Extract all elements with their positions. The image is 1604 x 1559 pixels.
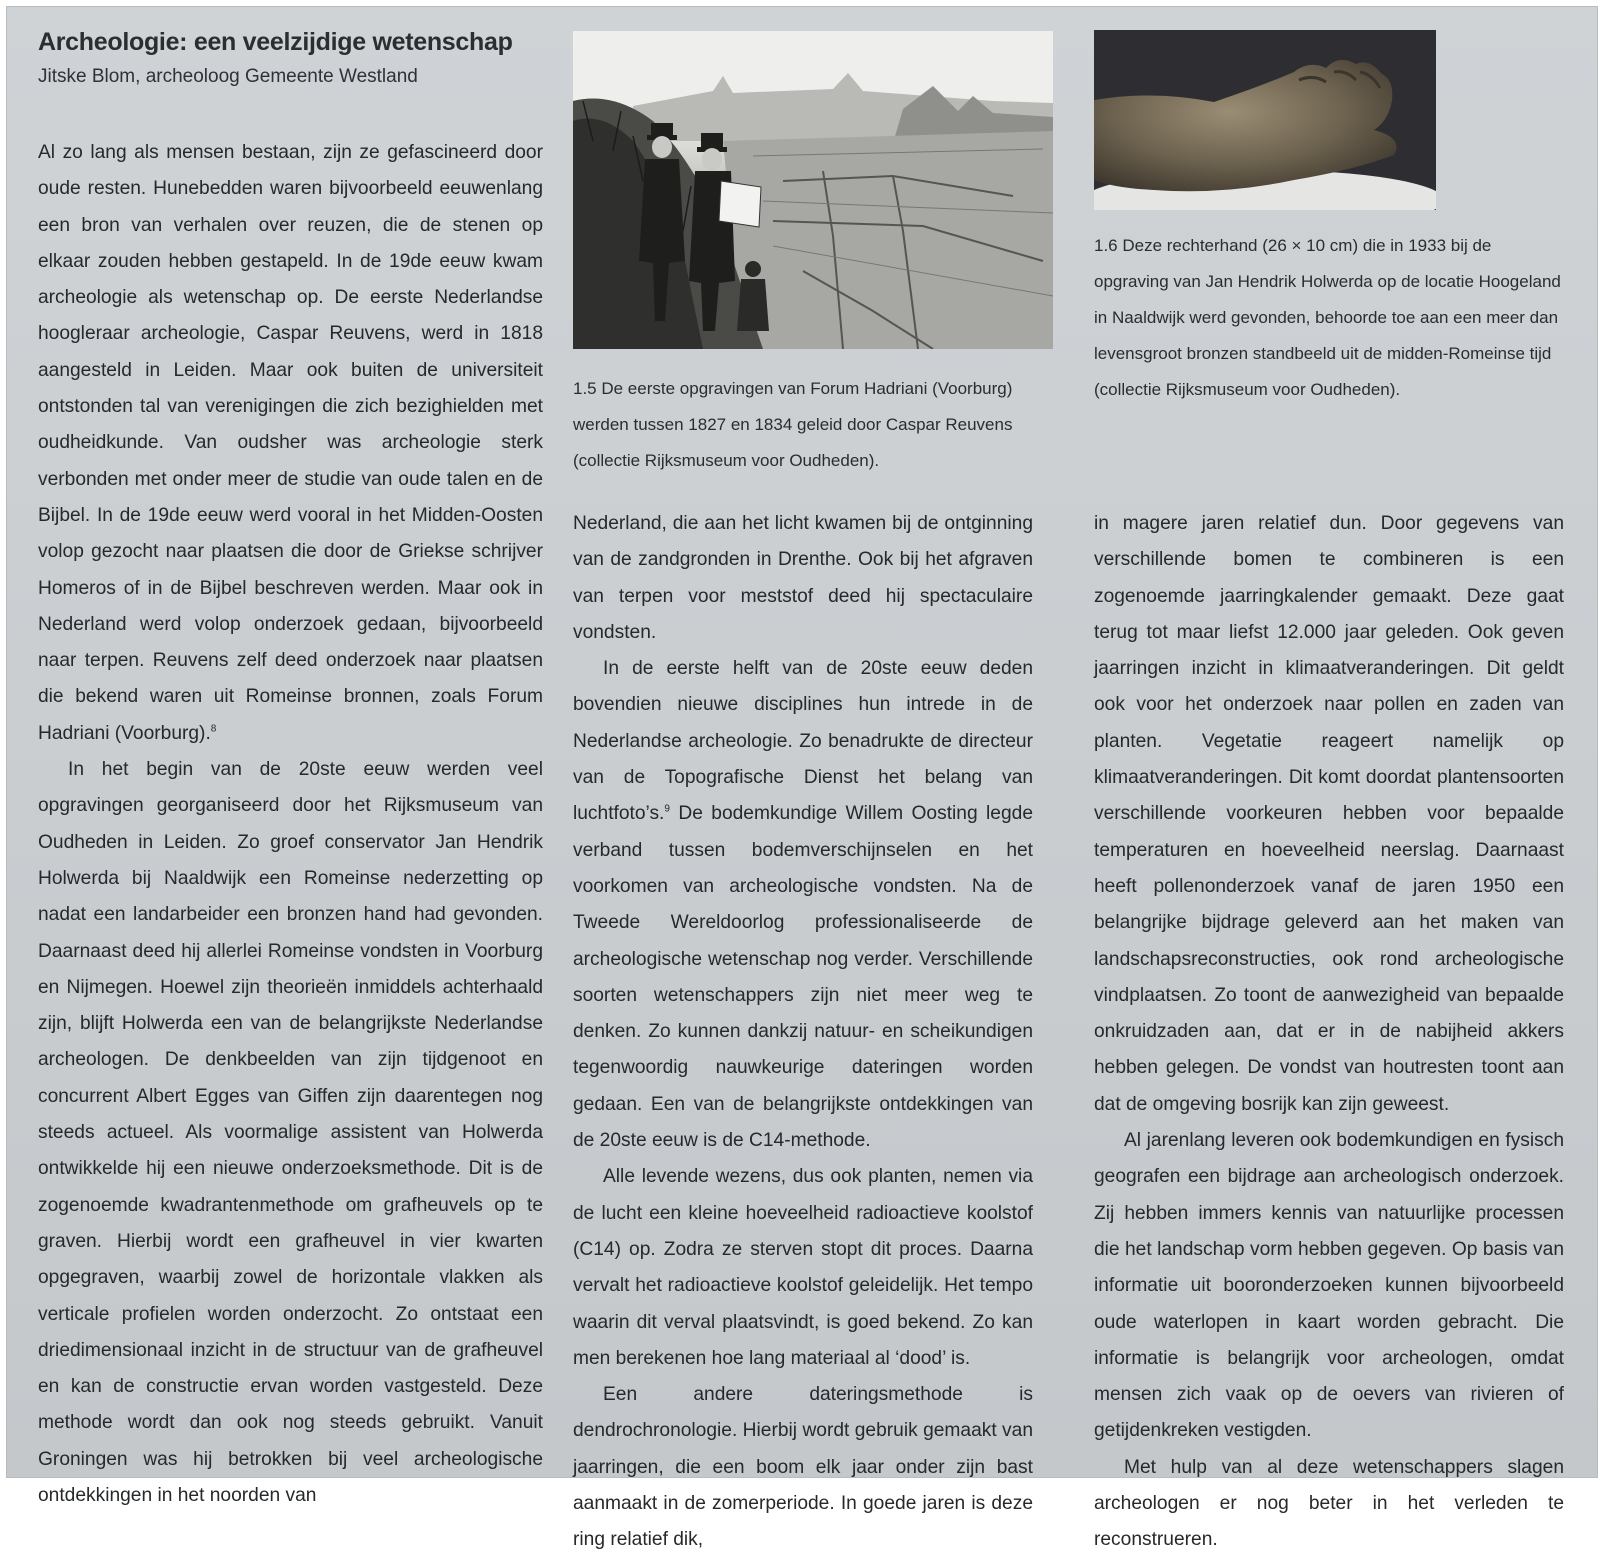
bronze-hand-illustration xyxy=(1094,30,1436,210)
paragraph xyxy=(573,651,1033,1159)
figure-caption-1-5: 1.5 De eerste opgravingen van Forum Hadriani (Voorburg) werden tussen 1827 en 1834 geleid door Caspar Reuvens (collectie Rijksmuseum voor Oudheden). xyxy=(573,379,1013,470)
paragraph: Met hulp van al deze wetenschappers slagen archeologen er nog beter in het verleden te reconstrueren. xyxy=(1094,1456,1564,1551)
page-title: Archeologie: een veelzijdige wetenschap xyxy=(38,28,513,56)
body-text-left xyxy=(38,135,543,1514)
footnote-ref: 8 xyxy=(210,723,217,735)
author-line: Jitske Blom, archeoloog Gemeente Westland xyxy=(38,66,418,87)
figure-caption-1-6: 1.6 Deze rechterhand (26 × 10 cm) die in 1933 bij de opgraving van Jan Hendrik Holwerda op de locatie Hoogeland in Naaldwijk werd gevonden, behoorde toe aan een meer dan levensgroot bronzen standbeeld uit de midden-Romeinse tijd (collectie Rijksmuseum voor Oudheden). xyxy=(1094,236,1561,399)
paragraph-text: Al zo lang als mensen bestaan, zijn ze gefascineerd door oude resten. Hunebedden waren bijvoorbeeld eeuwenlang een bron van verhalen over reuzen, die de stenen op elkaar zouden hebben gestapeld. In de 19de eeuw kwam archeologie als wetenschap op. De eerste Nederlandse hoogleraar archeologie, Caspar Reuvens, werd in 1818 aangesteld in Leiden. Maar ook buiten de universiteit ontstonden tal van verenigingen die zich bezighielden met oudheidkunde. Van oudsher was archeologie sterk verbonden met onder meer de studie van oude talen en de Bijbel. In de 19de eeuw werd vooral in het Midden-Oosten volop gezocht naar plaatsen die door de Griekse schrijver Homeros of in de Bijbel beschreven werden. Maar ook in Nederland werd volop onderzoek gedaan, bijvoorbeeld naar terpen. Reuvens zelf deed onderzoek naar plaatsen die bekend waren uit Romeinse bronnen, zoals Forum Hadriani (Voorburg). xyxy=(38,142,543,744)
bronze-hand-photo xyxy=(1094,30,1436,210)
body-text-right xyxy=(1094,506,1564,1559)
engraving-illustration xyxy=(573,31,1053,349)
paragraph: Al jarenlang leveren ook bodemkundigen en fysisch geografen een bijdrage aan archeologisch onderzoek. Zij hebben immers kennis van natuurlijke processen die het landschap vorm hebben gegeven. Op basis van informatie uit booronderzoeken kunnen bijvoorbeeld oude waterlopen in kaart worden gebracht. Die informatie is belangrijk voor archeologen, omdat mensen zich vaak op de oevers van rivieren of getijdenkreken vestigden. xyxy=(1094,1130,1564,1442)
excavation-engraving-image xyxy=(573,31,1053,349)
paragraph-text: In de eerste helft van de 20ste eeuw deden bovendien nieuwe disciplines hun intrede in de Nederlandse archeologie. Zo benadrukte de directeur van de Topografische Dienst het belang van luchtfoto’s. xyxy=(573,658,1033,825)
column-left xyxy=(38,26,543,1514)
footnote-ref: 9 xyxy=(664,803,670,815)
paragraph: Nederland, die aan het licht kwamen bij de ontginning van de zandgronden in Drenthe. Ook bij het afgraven van terpen voor meststof deed hij spectaculaire vondsten. xyxy=(573,513,1033,643)
paragraph: in magere jaren relatief dun. Door gegevens van verschillende bomen te combineren is een zogenoemde jaarringkalender gemaakt. Deze gaat terug tot maar liefst 12.000 jaar geleden. Ook geven jaarringen inzicht in klimaatveranderingen. Dit geldt ook voor het onderzoek naar pollen en zaden van planten. Vegetatie reageert namelijk op klimaatveranderingen. Dit komt doordat plantensoorten verschillende voorkeuren hebben voor bepaalde temperaturen en hoeveelheid neerslag. Daarnaast heeft pollenonderzoek vanaf de jaren 1950 een belangrijke bijdrage geleverd aan het maken van landschapsreconstructies, ook rond archeologische vindplaatsen. Zo toont de aanwezigheid van bepaalde onkruidzaden aan, dat er in de nabijheid akkers hebben gelegen. De vondst van houtresten toont aan dat de omgeving bosrijk kan zijn geweest. xyxy=(1094,513,1564,1115)
paragraph-text: De bodemkundige Willem Oosting legde verband tussen bodemverschijnselen en het voorkomen van archeologische vondsten. Na de Tweede Wereldoorlog professionaliseerde de archeologische wetenschap nog verder. Verschillende soorten wetenschappers zijn niet meer weg te denken. Zo kunnen dankzij natuur- en scheikundigen tegenwoordig nauwkeurige dateringen worden gedaan. Een van de belangrijkste ontdekkingen van de 20ste eeuw is de C14-methode. xyxy=(573,803,1033,1152)
body-text-middle xyxy=(573,506,1033,1559)
paragraph: In het begin van de 20ste eeuw werden veel opgravingen georganiseerd door het Rijksmuseum van Oudheden in Leiden. Zo groef conservator Jan Hendrik Holwerda bij Naaldwijk een Romeinse nederzetting op nadat een landarbeider een bronzen hand had gevonden. Daarnaast deed hij allerlei Romeinse vondsten in Voorburg en Nijmegen. Hoewel zijn theorieën inmiddels achterhaald zijn, blijft Holwerda een van de belangrijkste Nederlandse archeologen. De denkbeelden van zijn tijdgenoot en concurrent Albert Egges van Giffen zijn daarentegen nog steeds actueel. Als voormalige assistent van Holwerda ontwikkelde hij een nieuwe onderzoeksmethode. Dit is de zogenoemde kwadrantenmethode om grafheuvels op te graven. Hierbij wordt een grafheuvel in vier kwarten opgegraven, waarbij zowel de horizontale vlakken als verticale profielen worden onderzocht. Zo ontstaat een driedimensionaal inzicht in de structuur van de grafheuvel en kan de constructie ervan worden vastgesteld. Deze methode wordt dan ook nog steeds gebruikt. Vanuit Groningen was hij betrokken bij veel archeologische ontdekkingen in het noorden van xyxy=(38,759,543,1506)
paragraph: Alle levende wezens, dus ook planten, nemen via de lucht een kleine hoeveelheid radioactieve koolstof (C14) op. Zodra ze sterven stopt dit proces. Daarna vervalt het radioactieve koolstof geleidelijk. Het tempo waarin dit verval plaatsvindt, is goed bekend. Zo kan men berekenen hoe lang materiaal al ‘dood’ is. xyxy=(573,1166,1033,1369)
paragraph xyxy=(38,135,543,752)
information-panel xyxy=(6,6,1598,1551)
paragraph: Een andere dateringsmethode is dendrochronologie. Hierbij wordt gebruik gemaakt van jaarringen, die een boom elk jaar onder zijn bast aanmaakt in de zomerperiode. In goede jaren is deze ring relatief dik, xyxy=(573,1384,1033,1551)
